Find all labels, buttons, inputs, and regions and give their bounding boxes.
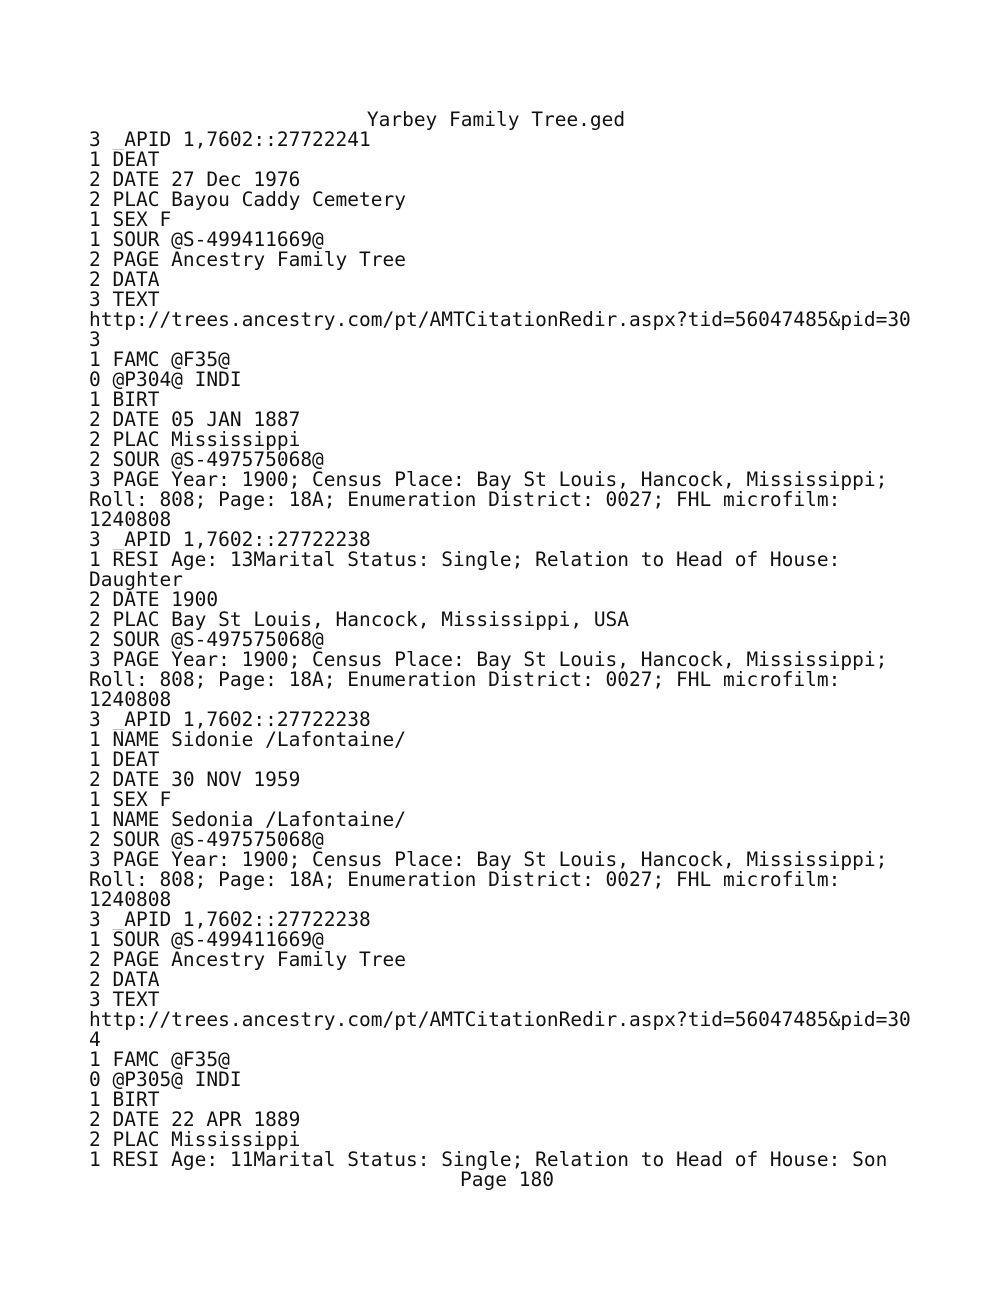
text-line: 3 — [89, 330, 101, 350]
text-line: 3 _APID 1,7602::27722238 — [89, 710, 371, 730]
text-line: 1 FAMC @F35@ — [89, 1050, 230, 1070]
text-line: 1 DEAT — [89, 750, 160, 770]
text-line: 1 NAME Sedonia /Lafontaine/ — [89, 810, 406, 830]
text-line: 3 TEXT — [89, 990, 160, 1010]
text-line: 0 @P305@ INDI — [89, 1070, 242, 1090]
text-line: 1 SOUR @S-499411669@ — [89, 230, 324, 250]
text-line: 2 PLAC Bay St Louis, Hancock, Mississippi, USA — [89, 610, 630, 630]
text-line: 2 DATE 30 NOV 1959 — [89, 770, 301, 790]
text-line: 1 FAMC @F35@ — [89, 350, 230, 370]
text-line: Daughter — [89, 570, 183, 590]
text-line: 2 PLAC Mississippi — [89, 430, 301, 450]
text-line: 2 PLAC Bayou Caddy Cemetery — [89, 190, 406, 210]
text-line: 1 BIRT — [89, 390, 160, 410]
text-line: 1 DEAT — [89, 150, 160, 170]
text-line: 1 BIRT — [89, 1090, 160, 1110]
text-line: 1240808 — [89, 890, 172, 910]
text-line: 1 SEX F — [89, 790, 172, 810]
text-line: http://trees.ancestry.com/pt/AMTCitationRedir.aspx?tid=56047485&pid=30 — [89, 310, 911, 330]
text-line: Roll: 808; Page: 18A; Enumeration District: 0027; FHL microfilm: — [89, 870, 841, 890]
text-line: 2 DATA — [89, 270, 160, 290]
gedcom-text-body — [89, 130, 979, 1170]
text-line: 3 _APID 1,7602::27722238 — [89, 530, 371, 550]
text-line: 1 RESI Age: 11Marital Status: Single; Relation to Head of House: Son — [89, 1150, 888, 1170]
text-line: 3 TEXT — [89, 290, 160, 310]
text-line: 1 NAME Sidonie /Lafontaine/ — [89, 730, 406, 750]
text-line: 3 _APID 1,7602::27722241 — [89, 130, 371, 150]
text-line: 1 SEX F — [89, 210, 172, 230]
text-line: 1240808 — [89, 690, 172, 710]
text-line: 2 PAGE Ancestry Family Tree — [89, 250, 406, 270]
text-line: 2 SOUR @S-497575068@ — [89, 630, 324, 650]
text-line: 3 PAGE Year: 1900; Census Place: Bay St Louis, Hancock, Mississippi; — [89, 650, 888, 670]
text-line: 2 PLAC Mississippi — [89, 1130, 301, 1150]
text-line: 2 DATE 1900 — [89, 590, 219, 610]
text-line: 2 SOUR @S-497575068@ — [89, 450, 324, 470]
text-line: 2 PAGE Ancestry Family Tree — [89, 950, 406, 970]
text-line: 2 DATE 22 APR 1889 — [89, 1110, 301, 1130]
text-line: http://trees.ancestry.com/pt/AMTCitationRedir.aspx?tid=56047485&pid=30 — [89, 1010, 911, 1030]
text-line: Roll: 808; Page: 18A; Enumeration District: 0027; FHL microfilm: — [89, 670, 841, 690]
text-line: 2 DATA — [89, 970, 160, 990]
text-line: 0 @P304@ INDI — [89, 370, 242, 390]
text-line: 4 — [89, 1030, 101, 1050]
text-line: 2 DATE 27 Dec 1976 — [89, 170, 301, 190]
text-line: 1 SOUR @S-499411669@ — [89, 930, 324, 950]
text-line: 2 DATE 05 JAN 1887 — [89, 410, 301, 430]
text-line: 3 _APID 1,7602::27722238 — [89, 910, 371, 930]
text-line: 1240808 — [89, 510, 172, 530]
document-title: Yarbey Family Tree.ged — [366, 108, 626, 131]
page-number: Page 180 — [460, 1168, 554, 1191]
text-line: 1 RESI Age: 13Marital Status: Single; Relation to Head of House: — [89, 550, 841, 570]
text-line: 3 PAGE Year: 1900; Census Place: Bay St Louis, Hancock, Mississippi; — [89, 470, 888, 490]
text-line: 2 SOUR @S-497575068@ — [89, 830, 324, 850]
text-line: Roll: 808; Page: 18A; Enumeration District: 0027; FHL microfilm: — [89, 490, 841, 510]
text-line: 3 PAGE Year: 1900; Census Place: Bay St Louis, Hancock, Mississippi; — [89, 850, 888, 870]
